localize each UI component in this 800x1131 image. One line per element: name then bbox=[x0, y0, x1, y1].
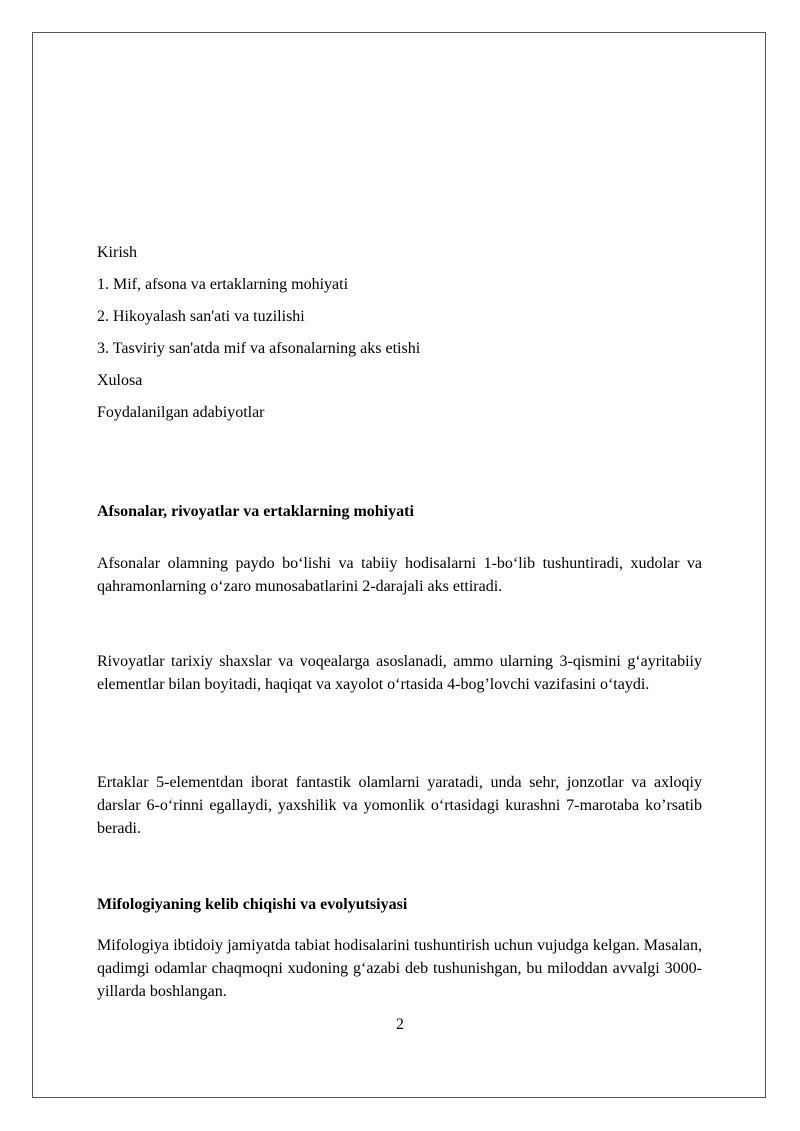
toc-item-1: 1. Mif, afsona va ertaklarning mohiyati bbox=[97, 276, 349, 293]
toc-item-intro: Kirish bbox=[97, 244, 137, 261]
section-heading-origin: Mifologiyaning kelib chiqishi va evolyutsiyasi bbox=[97, 896, 408, 913]
table-of-contents bbox=[97, 242, 420, 434]
paragraph-tales: Ertaklar 5-elementdan iborat fantastik olamlarni yaratadi, unda sehr, jonzotlar va axloqiy darslar 6-o‘rinni egallaydi, yaxshilik va yomonlik o‘rtasidagi kurashni 7-marotaba ko’rsatib beradi. bbox=[97, 774, 702, 837]
toc-item-3: 3. Tasviriy san'atda mif va afsonalarning aks etishi bbox=[97, 340, 421, 357]
paragraph-myths: Afsonalar olamning paydo bo‘lishi va tabiiy hodisalarni 1-bo‘lib tushuntiradi, xudolar va qahramonlarning o‘zaro munosabatlarini 2-darajali aks ettiradi. bbox=[97, 555, 702, 595]
toc-item-conclusion: Xulosa bbox=[97, 372, 143, 389]
paragraph-legends: Rivoyatlar tarixiy shaxslar va voqealarga asoslanadi, ammo ularning 3-qismini g‘ayritabiiy elementlar bilan boyitadi, haqiqat va xayolot o‘rtasida 4-bog’lovchi vazifasini o‘taydi. bbox=[97, 653, 702, 693]
toc-item-2: 2. Hikoyalash san'ati va tuzilishi bbox=[97, 308, 305, 325]
section-heading-essence: Afsonalar, rivoyatlar va ertaklarning mohiyati bbox=[97, 503, 414, 520]
toc-item-references: Foydalanilgan adabiyotlar bbox=[97, 404, 265, 421]
page-number: 2 bbox=[396, 1016, 404, 1033]
paragraph-origin: Mifologiya ibtidoiy jamiyatda tabiat hodisalarini tushuntirish uchun vujudga kelgan. Masalan, qadimgi odamlar chaqmoqni xudoning g‘azabi deb tushunishgan, bu miloddan avvalgi 3000-yillarda boshlangan. bbox=[97, 937, 702, 1000]
